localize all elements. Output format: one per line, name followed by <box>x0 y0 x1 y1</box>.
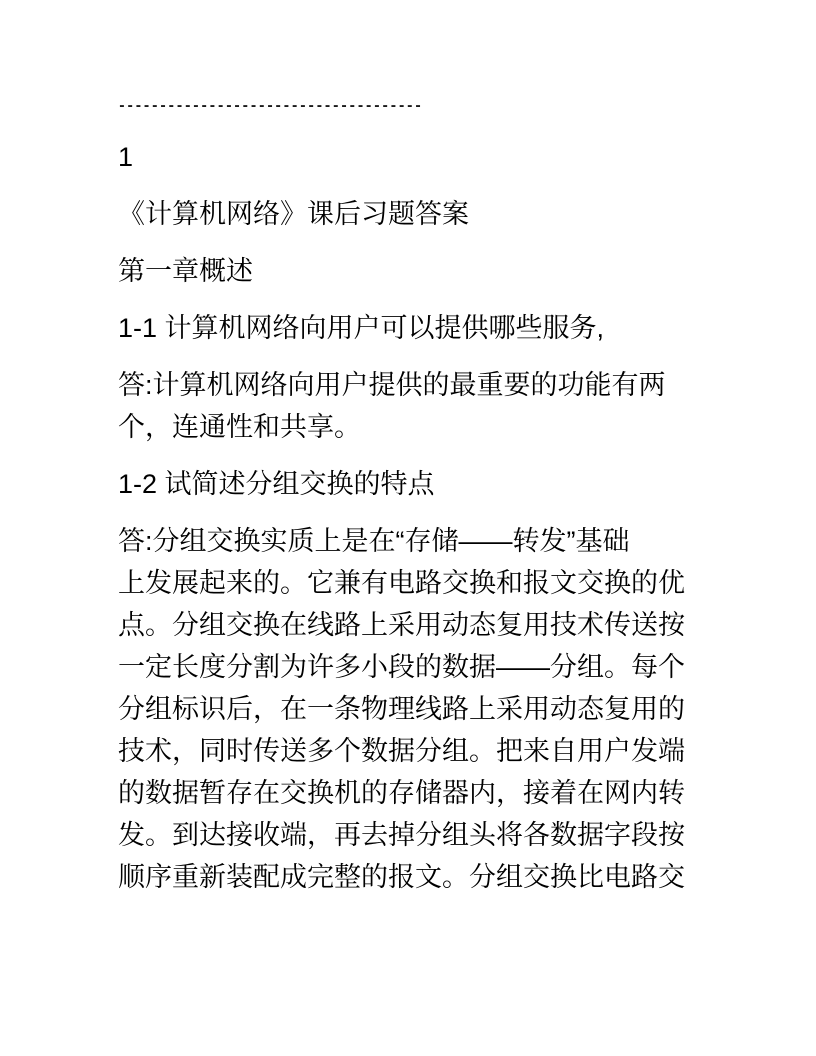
question-1-2: 1-2 试简述分组交换的特点 <box>118 469 435 499</box>
answer-line: 答:计算机网络向用户提供的最重要的功能有两 <box>118 370 666 400</box>
document-title: 《计算机网络》课后习题答案 <box>118 199 469 229</box>
question-1-1: 1-1 计算机网络向用户可以提供哪些服务, <box>118 313 605 343</box>
dashed-divider: ------------------------------------- <box>118 99 423 114</box>
chapter-heading: 第一章概述 <box>118 256 253 286</box>
answer-line: 分组标识后，在一条物理线路上采用动态复用的 <box>118 694 685 724</box>
answer-line: 发。到达接收端，再去掉分组头将各数据字段按 <box>118 820 685 850</box>
answer-line: 的数据暂存在交换机的存储器内，接着在网内转 <box>118 778 685 808</box>
answer-line: 上发展起来的。它兼有电路交换和报文交换的优 <box>118 568 685 598</box>
answer-1-1 <box>118 364 696 448</box>
answer-line: 个，连通性和共享。 <box>118 412 361 442</box>
page-number: 1 <box>118 142 134 172</box>
answer-line: 顺序重新装配成完整的报文。分组交换比电路交 <box>118 862 685 892</box>
answer-line: 技术，同时传送多个数据分组。把来自用户发端 <box>118 736 685 766</box>
answer-line: 答:分组交换实质上是在“存储——转发”基础 <box>118 526 630 556</box>
answer-line: 一定长度分割为许多小段的数据——分组。每个 <box>118 652 685 682</box>
answer-1-2 <box>118 520 696 898</box>
answer-line: 点。分组交换在线路上采用动态复用技术传送按 <box>118 610 685 640</box>
